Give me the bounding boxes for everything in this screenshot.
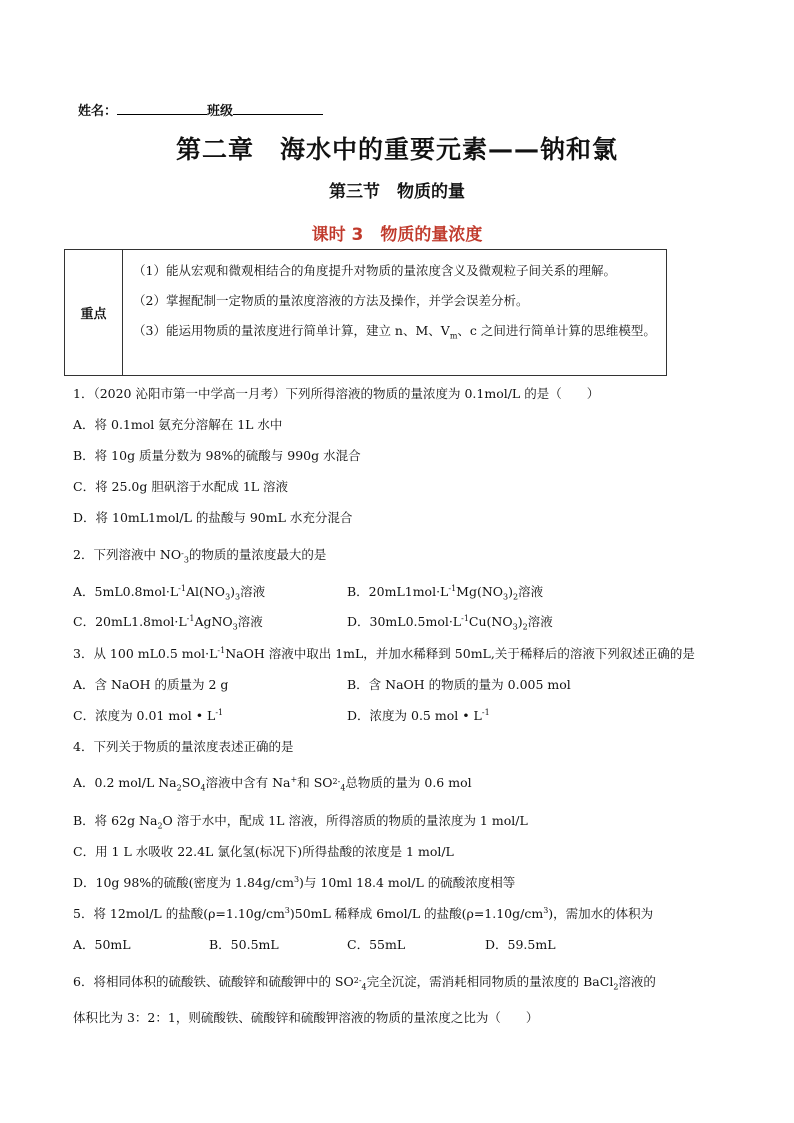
- section-title: 第三节 物质的量: [329, 182, 465, 202]
- key-point-1: （1）能从宏观和微观相结合的角度提升对物质的量浓度含义及微观粒子间关系的理解。: [133, 263, 616, 278]
- q2-option-c[interactable]: C．$20mL1.8mol\cdot L^{-1}AgNO_3$溶液: [73, 613, 263, 632]
- q1-stem: 1．（2020 沁阳市第一中学高一月考）下列所得溶液的物质的量浓度为 0.1mol/L 的是（ ）: [73, 386, 600, 401]
- q1-option-c[interactable]: C．将 25.0g 胆矾溶于水配成 1L 溶液: [73, 479, 289, 494]
- q2-stem: 2．下列溶液中 $NO-_3$的物质的量浓度最大的是: [73, 547, 327, 565]
- q6-stem-line2: 体积比为 3：2：1，则硫酸铁、硫酸锌和硫酸钾溶液的物质的量浓度之比为（ ）: [73, 1010, 539, 1025]
- q4-option-b[interactable]: B．将 62g $Na_2O$ 溶于水中，配成 1L 溶液，所得溶质的物质的量浓度为 1 mol/L: [73, 813, 528, 831]
- class-blank[interactable]: [233, 102, 323, 115]
- key-points-content: [123, 250, 666, 375]
- q1-option-d[interactable]: D．将 10mL1mol/L 的盐酸与 90mL 水充分混合: [73, 510, 353, 525]
- key-point-3: （3）能运用物质的量浓度进行简单计算，建立 n、M、$V_m$、c 之间进行简单计算的思维模型。: [133, 323, 656, 341]
- key-points-label: 重点: [65, 250, 123, 375]
- name-label: 姓名：: [78, 104, 118, 119]
- q6-stem-line1: 6．将相同体积的硫酸铁、硫酸锌和硫酸钾中的 $SO2-_4$完全沉淀，需消耗相同物质的量浓度的 BaCl$_2$溶液的: [73, 974, 656, 992]
- q2-option-d[interactable]: D．$30mL0.5mol\cdot L^{-1}Cu(NO_3)_2$溶液: [347, 613, 553, 632]
- q5-option-a[interactable]: A．50mL: [73, 937, 131, 952]
- q5-stem: 5．将 12mol/L 的盐酸$(\rho=1.10g/cm^3)50mL$ 稀释成 6mol/L 的盐酸$(\rho=1.10g/cm^3)$，需加水的体积为: [73, 905, 654, 921]
- q1-option-b[interactable]: B．将 10g 质量分数为 98%的硫酸与 990g 水混合: [73, 448, 361, 463]
- q4-option-c[interactable]: C．用 1 L 水吸收 22.4L 氯化氢(标况下)所得盐酸的浓度是 1 mol/L: [73, 844, 454, 859]
- q2-option-b[interactable]: B．$20mL1mol\cdot L^{-1}Mg(NO_3)_2$溶液: [347, 583, 544, 602]
- q4-option-d[interactable]: D．10g 98%的硫酸(密度为 $1.84g/cm^3$)与 10ml 18.4 mol/L 的硫酸浓度相等: [73, 874, 516, 890]
- q4-option-a[interactable]: A．0.2 mol/L $Na_2SO_4$溶液中含有 Na+和 $SO2-_4$总物质的量为 0.6 mol: [73, 774, 472, 793]
- q3-option-d[interactable]: D．浓度为 0.5 mol • $L^{-1}$: [347, 707, 490, 723]
- class-label: 班级: [207, 104, 234, 119]
- name-class-line: [78, 100, 323, 119]
- key-points-box: [64, 249, 667, 376]
- lesson-title: 课时 3 物质的量浓度: [311, 225, 483, 245]
- q3-stem: 3．从 100 mL0.5 $mol\cdot L^{-1}NaOH$ 溶液中取出 1mL，并加水稀释到 50mL,关于稀释后的溶液下列叙述正确的是: [73, 645, 695, 661]
- q1-option-a[interactable]: A．将 0.1mol 氨充分溶解在 1L 水中: [73, 417, 283, 432]
- q5-option-b[interactable]: B．50.5mL: [209, 937, 279, 952]
- q5-option-c[interactable]: C．55mL: [347, 937, 406, 952]
- q3-option-c[interactable]: C．浓度为 0.01 mol • $L^{-1}$: [73, 707, 224, 723]
- name-blank[interactable]: [117, 102, 207, 115]
- q3-option-a[interactable]: A．含 NaOH 的质量为 2 g: [73, 677, 229, 692]
- q2-option-a[interactable]: A．$5mL0.8mol\cdot L^{-1}Al(NO_3)_3$溶液: [73, 583, 266, 602]
- key-point-2: （2）掌握配制一定物质的量浓度溶液的方法及操作，并学会误差分析。: [133, 293, 529, 308]
- q5-option-d[interactable]: D．59.5mL: [485, 937, 556, 952]
- q3-option-b[interactable]: B．含 NaOH 的物质的量为 0.005 mol: [347, 677, 571, 692]
- chapter-title: 第二章 海水中的重要元素——钠和氯: [175, 135, 618, 164]
- q4-stem: 4．下列关于物质的量浓度表述正确的是: [73, 739, 294, 754]
